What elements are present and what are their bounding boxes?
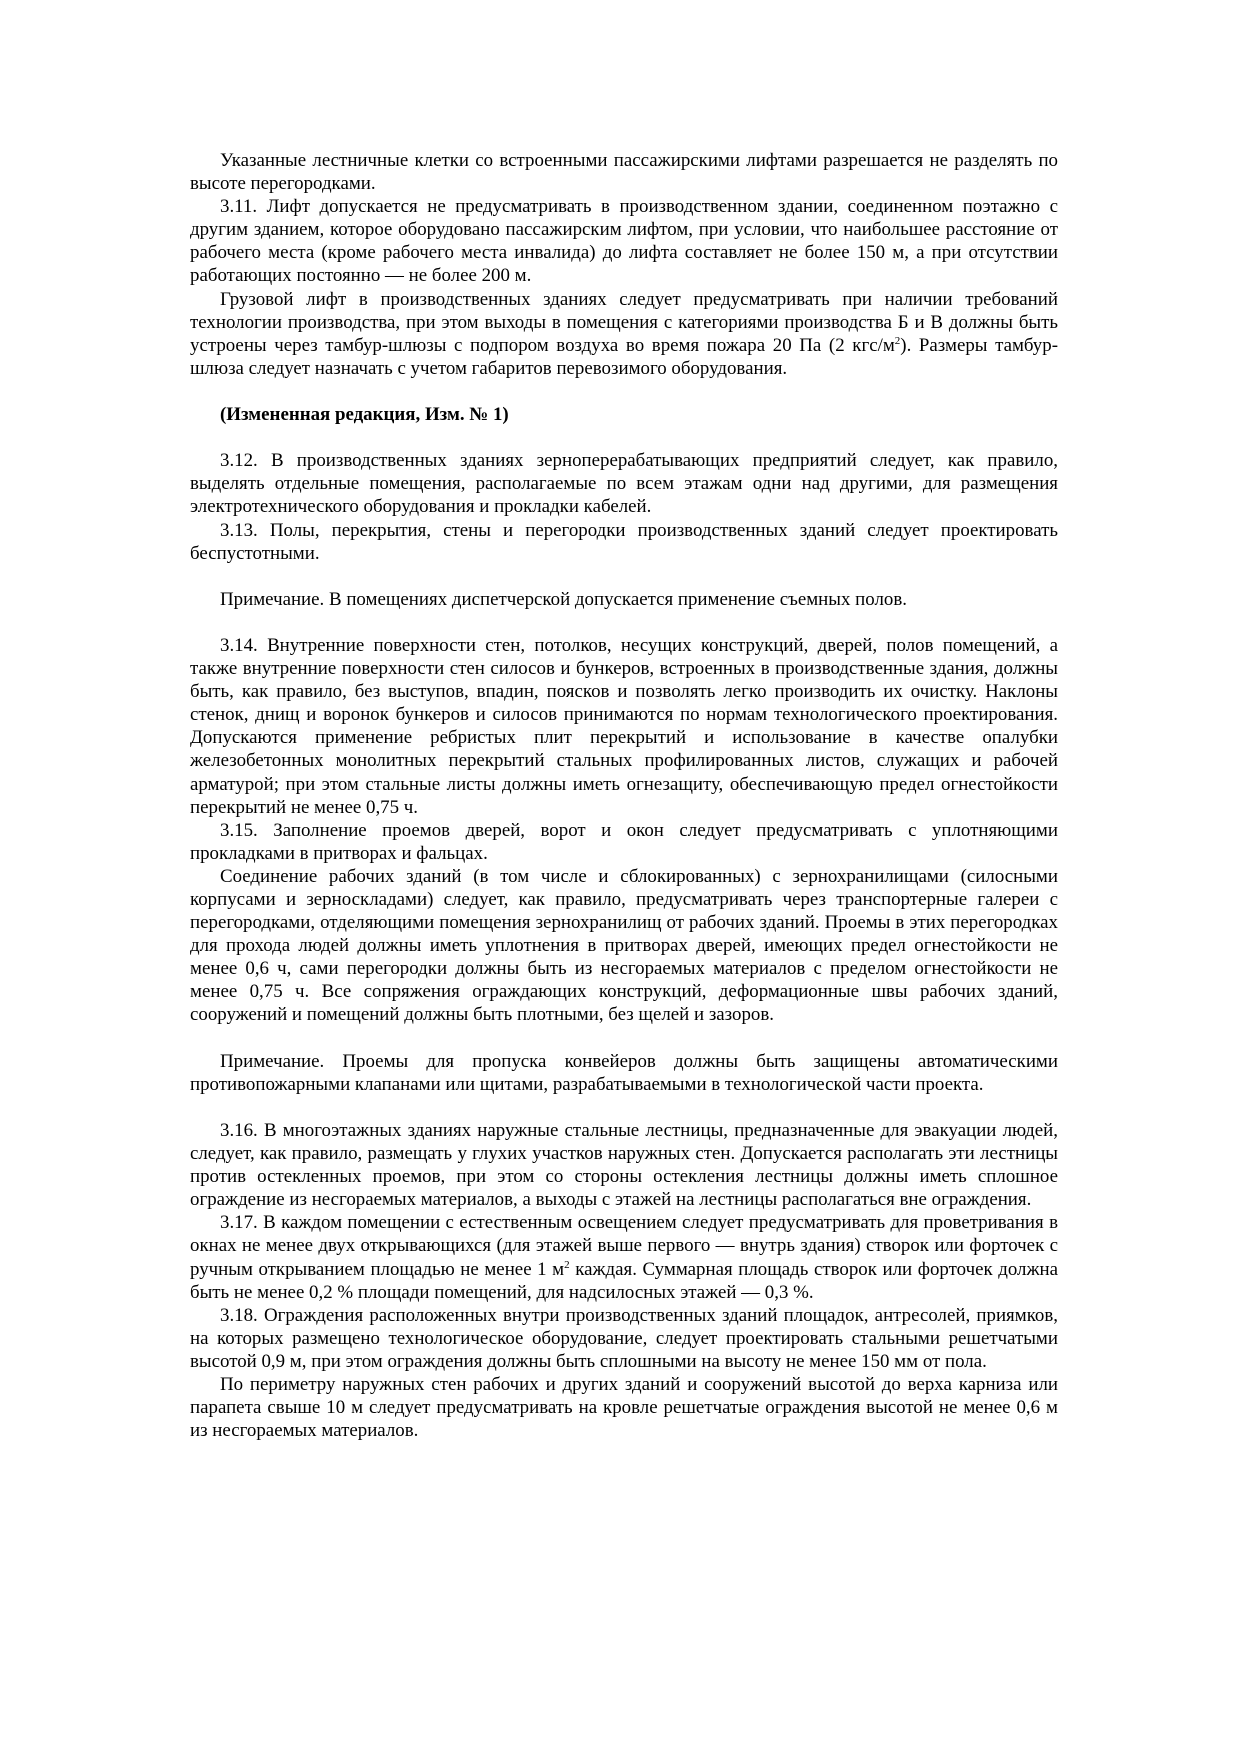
paragraph-3-17-text-start: 3.17. В каждом помещении с естественным освещением следует предусматривать для проветривания в окнах не менее двух открывающихся (для этажей выше первого — внутрь здания) створок или форточек с ручным открыванием площадью не менее 1 м — [190, 1212, 1058, 1280]
paragraph-3-11: 3.11. Лифт допускается не предусматривать в производственном здании, соединенном поэтажно с другим зданием, которое оборудовано пассажирским лифтом, при условии, что наибольшее расстояние от рабочего места (кроме рабочего места инвалида) до лифта составляет не более 150 м, а при отсутствии работающих постоянно — не более 200 м. — [190, 196, 1058, 287]
spacer — [190, 1096, 1058, 1119]
paragraph-freight-lift-text-start: Грузовой лифт в производственных зданиях следует предусматривать при наличии требований технологии производства, при этом выходы в помещения с категориями производства Б и В должны быть устроены через тамбур-шлюзы с подпором воздуха во время пожара 20 Па (2 кгс/м — [190, 288, 1058, 356]
paragraph-3-15: 3.15. Заполнение проемов дверей, ворот и окон следует предусматривать с уплотняющими прокладками в притворах и фальцах. — [190, 819, 1058, 864]
paragraph-3-18: 3.18. Ограждения расположенных внутри производственных зданий площадок, антресолей, приямков, на которых размещено технологическое оборудование, следует проектировать стальными решетчатыми высотой 0,9 м, при этом ограждения должны быть сплошными на высоту не менее 150 мм от пола. — [190, 1304, 1058, 1372]
paragraph-freight-lift — [190, 288, 1058, 380]
amendment-heading: (Измененная редакция, Изм. № 1) — [220, 404, 509, 426]
note-conveyor-openings: Примечание. Проемы для пропуска конвейеров должны быть защищены автоматическими противопожарными клапанами или щитами, разрабатываемыми в технологической части проекта. — [190, 1050, 1058, 1095]
spacer — [190, 1027, 1058, 1050]
paragraph-3-13: 3.13. Полы, перекрытия, стены и перегородки производственных зданий следует проектировать беспустотными. — [190, 519, 1058, 564]
paragraph-3-12: 3.12. В производственных зданиях зерноперерабатывающих предприятий следует, как правило, выделять отдельные помещения, располагаемые по всем этажам одни над другими, для размещения электротехнического оборудования и прокладки кабелей. — [190, 450, 1058, 518]
paragraph-3-17-text-end: каждая. Суммарная площадь створок или форточек должна быть не менее 0,2 % площади помещений, для надсилосных этажей — 0,3 %. — [190, 1258, 1058, 1303]
paragraph-roof-railings: По периметру наружных стен рабочих и других зданий и сооружений высотой до верха карниза или парапета свыше 10 м следует предусматривать на кровле решетчатые ограждения высотой не менее 0,6 м из несгораемых материалов. — [190, 1373, 1058, 1442]
spacer — [190, 611, 1058, 634]
spacer — [190, 380, 1058, 403]
paragraph-freight-lift-text-end: ). Размеры тамбур-шлюза следует назначать с учетом габаритов перевозимого оборудования. — [190, 334, 1058, 379]
spacer — [190, 426, 1058, 449]
paragraph-3-14: 3.14. Внутренние поверхности стен, потолков, несущих конструкций, дверей, полов помещений, а также внутренние поверхности стен силосов и бункеров, встроенных в производственные здания, должны быть, как правило, без выступов, впадин, поясков и позволять легко производить их очистку. Наклоны стенок, днищ и воронок бункеров и силосов принимаются по нормам технологического проектирования. Допускаются применение ребристых плит перекрытий и использование в качестве опалубки железобетонных монолитных перекрытий стальных профилированных листов, служащих и рабочей арматурой; при этом стальные листы должны иметь огнезащиту, обеспечивающую предел огнестойкости перекрытий не менее 0,75 ч. — [190, 634, 1058, 818]
paragraph-building-connections: Соединение рабочих зданий (в том числе и сблокированных) с зернохранилищами (силосными корпусами и зерноскладами) следует, как правило, предусматривать через транспортерные галереи с перегородками, отделяющими помещения зернохранилищ от рабочих зданий. Проемы в этих перегородках для прохода людей должны иметь уплотнения в притворах дверей, имеющих предел огнестойкости не менее 0,6 ч, сами перегородки должны быть из несгораемых материалов с пределом огнестойкости не менее 0,75 ч. Все сопряжения ограждающих конструкций, деформационные швы рабочих зданий, сооружений и помещений должны быть плотными, без щелей и зазоров. — [190, 865, 1058, 1026]
superscript-squared: 2 — [564, 1258, 570, 1271]
paragraph-3-16: 3.16. В многоэтажных зданиях наружные стальные лестницы, предназначенные для эвакуации людей, следует, как правило, размещать у глухих участков наружных стен. Допускается располагать эти лестницы против остекленных проемов, при этом со стороны остекления лестницы должны иметь сплошное ограждение из несгораемых материалов, а выходы с этажей на лестницы располагаться вне ограждения. — [190, 1119, 1058, 1211]
paragraph-3-17 — [190, 1211, 1058, 1303]
spacer — [190, 565, 1058, 588]
superscript-squared: 2 — [894, 334, 901, 347]
note-dispatch-floors: Примечание. В помещениях диспетчерской допускается применение съемных полов. — [220, 588, 907, 610]
paragraph-lift-stairwells: Указанные лестничные клетки со встроенными пассажирскими лифтами разрешается не разделять по высоте перегородками. — [190, 150, 1058, 195]
document-page — [190, 149, 1058, 1442]
